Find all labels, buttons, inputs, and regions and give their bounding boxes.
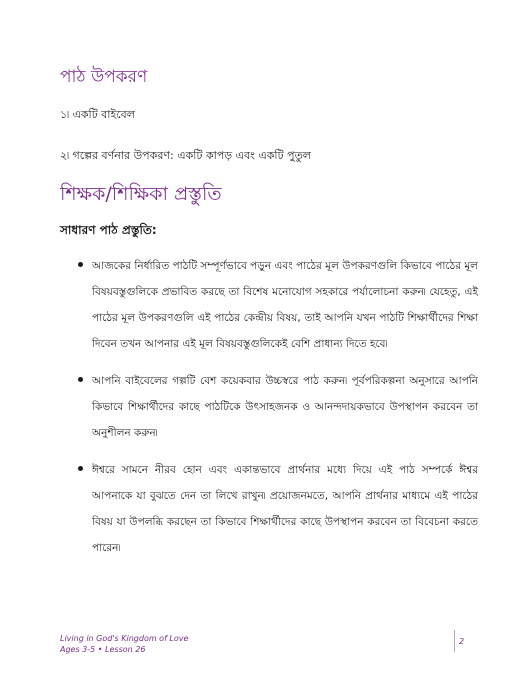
material-item-story-props: ২৷ গল্পের বর্ণনার উপকরণ: একটি কাপড় এবং একটি পুতুল [60, 149, 311, 162]
bullet-icon [78, 262, 83, 267]
material-item-bible: ১৷ একটি বাইবেল [60, 108, 135, 121]
footer-divider [454, 630, 455, 652]
bullet-text-read-lesson: আজকের নির্ধারিত পাঠটি সম্পূর্ণভাবে পড়ুন এবং পাঠের মূল উপকরণগুলি কিভাবে পাঠের মূল বিষয়বস্তুগুলিকে প্রভাবিত করছে তা বিশেষ মনোযোগ সহকারে পর্যালোচনা করুন৷ যেহেতু, এই পাঠের মূল উপকরণগুলি এই পাঠের কেন্দ্রীয় বিষয়, তাই আপনি যখন পাঠটি শিক্ষার্থীদের শিক্ষা দিবেন তখন আপনার এই মূল বিষয়বস্তুগুলিকেই বেশি প্রাধান্য দিতে হবে৷ [92, 260, 478, 350]
list-item [60, 368, 478, 446]
list-item [60, 457, 478, 561]
teacher-prep-heading: শিক্ষক/শিক্ষিকা প্রস্তুতি [60, 183, 222, 205]
bullet-icon [78, 466, 83, 471]
bullet-icon [78, 377, 83, 382]
bullet-text-pray: ঈশ্বরে সামনে নীরব হোন এবং একান্তভাবে প্রার্থনার মধ্যে দিয়ে এই পাঠ সম্পর্কে ঈশ্বর আপনাকে যা বুঝতে দেন তা লিখে রাখুন৷ প্রয়োজনমতে, আপনি প্রার্থনার মাধ্যমে এই পাঠের বিষয় যা উপলব্ধি করছেন তা কিভাবে শিক্ষার্থীদের কাছে উপস্থাপন করবেন তা বিবেচনা করতে পারেন৷ [92, 464, 478, 554]
prep-bullet-list [60, 253, 478, 572]
page-footer [60, 633, 188, 655]
materials-heading: পাঠ উপকরণ [60, 67, 148, 87]
bullet-text-practice-story: আপনি বাইবেলের গল্পটি বেশ কয়েকবার উচ্চস্বরে পাঠ করুন৷ পূর্বপরিকল্পনা অনুসারে আপনি কিভাবে শিক্ষার্থীদের কাছে পাঠটিকে উৎসাহজনক ও আনন্দদায়কভাবে উপস্থাপন করবেন তা অনুশীলন করুন৷ [92, 375, 478, 439]
list-item [60, 253, 478, 357]
footer-lesson-info: Ages 3-5 • Lesson 26 [60, 645, 146, 654]
general-prep-subheading: সাধারণ পাঠ প্রস্তুতি: [60, 223, 157, 237]
footer-series-title: Living in God's Kingdom of Love [60, 634, 189, 643]
page-number: 2 [459, 637, 465, 646]
